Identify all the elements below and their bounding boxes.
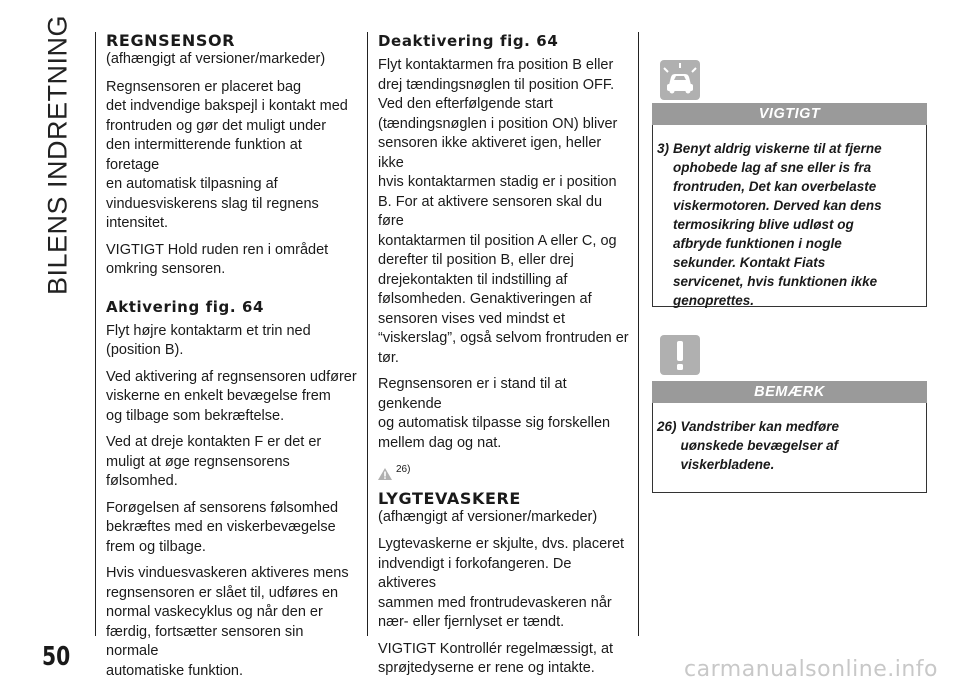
- note-title-bar: BEMÆRK: [652, 381, 927, 403]
- note-reference-label: 26): [396, 464, 411, 475]
- warning-item-text: Benyt aldrig viskerne til at fjerne ophobede lag af sne eller is fra frontruden, Det kan overbelaste viskermotoren. Derved kan dens termosikring blive udløst og afbryde funktionen i nogle sekunder. Kontakt Fiats servicenet, hvis funktionen ikke genoprettes.: [673, 141, 882, 308]
- rain-sensor-heading: REGNSENSOR: [106, 31, 236, 50]
- column-rain-sensor: [106, 32, 358, 688]
- middle-divider: [367, 32, 368, 636]
- warning-icon-block: [660, 60, 700, 105]
- warning-triangle-icon: [378, 468, 392, 480]
- paragraph: Regnsensoren er i stand til at genkende og automatisk tilpasse sig forskellen mellem dag og nat.: [378, 376, 611, 451]
- note-item-number: 26): [657, 419, 677, 434]
- note-box: [652, 403, 927, 493]
- note-reference[interactable]: [378, 460, 630, 480]
- warning-box: [652, 125, 927, 307]
- exclamation-icon: [660, 335, 700, 375]
- rain-sensor-note: (afhængigt af versioner/markeder): [106, 51, 326, 67]
- warning-item: [657, 139, 918, 310]
- note-item-text: Vandstriber kan medføre uønskede bevægelser af viskerbladene.: [680, 419, 840, 472]
- paragraph: VIGTIGT Hold ruden ren i området omkring sensoren.: [106, 241, 329, 277]
- warning-title-bar: VIGTIGT: [652, 103, 927, 125]
- paragraph: Forøgelsen af sensorens følsomhed bekræftes med en viskerbevægelse frem og tilbage.: [106, 499, 339, 555]
- activation-heading: Aktivering fig. 64: [106, 297, 265, 316]
- paragraph: Flyt kontaktarmen fra position B eller drej tændingsnøglen til position OFF. Ved den efterfølgende start (tændingsnøglen i position ON) bliver sensoren ikke aktiveret igen, heller ikke hvis kontaktarmen stadig er i position B. For at aktivere sensoren skal du føre kontaktarmen til position A eller C, og derefter til position B, eller drej drejekontakten til indstilling af følsomheden. Genaktiveringen af sensoren vises ved mindst et “viskerslag”, også selvom frontruden er tør.: [378, 57, 629, 366]
- paragraph: Regnsensoren er placeret bag det indvendige bakspejl i kontakt med frontruden og gør det muligt under den intermitterende funktion at foretage en automatisk tilpasning af vinduesviskerens slag til regnens intensitet.: [106, 78, 348, 231]
- warning-item-number: 3): [657, 141, 670, 156]
- page-number: 50: [42, 642, 71, 672]
- watermark: carmanualsonline.info: [684, 657, 938, 682]
- paragraph: Lygtevaskerne er skjulte, dvs. placeret indvendigt i forkofangeren. De aktiveres sammen med frontrudevaskeren når nær- eller fjernlyset er tændt.: [378, 536, 625, 630]
- paragraph: Hvis vinduesvaskeren aktiveres mens regnsensoren er slået til, udføres en normal vaskecyklus og når den er færdig, fortsætter sensoren sin normale automatiske funktion.: [106, 565, 349, 679]
- chapter-title: [28, 14, 88, 296]
- paragraph: Ved at dreje kontakten F er det er muligt at øge regnsensorens følsomhed.: [106, 434, 322, 489]
- paragraph: VIGTIGT Kontrollér regelmæssigt, at sprøjtedyserne er rene og intakte.: [378, 640, 614, 676]
- chapter-title-text: BILENS INDRETNING: [42, 14, 73, 296]
- headlight-washer-note: (afhængigt af versioner/markeder): [378, 508, 598, 525]
- deactivation-heading: Deaktivering fig. 64: [378, 32, 559, 50]
- paragraph: Flyt højre kontaktarm et trin ned (position B).: [106, 322, 311, 358]
- right-divider: [638, 32, 639, 636]
- paragraph: Ved aktivering af regnsensoren udfører viskerne en enkelt bevægelse frem og tilbage som bekræftelse.: [106, 368, 357, 424]
- note-item: [657, 417, 918, 474]
- note-icon-block: [660, 335, 700, 380]
- car-crash-icon: [660, 60, 700, 100]
- column-deactivation: [378, 32, 630, 686]
- left-divider: [95, 32, 96, 636]
- headlight-washer-heading: LYGTEVASKERE: [378, 488, 521, 508]
